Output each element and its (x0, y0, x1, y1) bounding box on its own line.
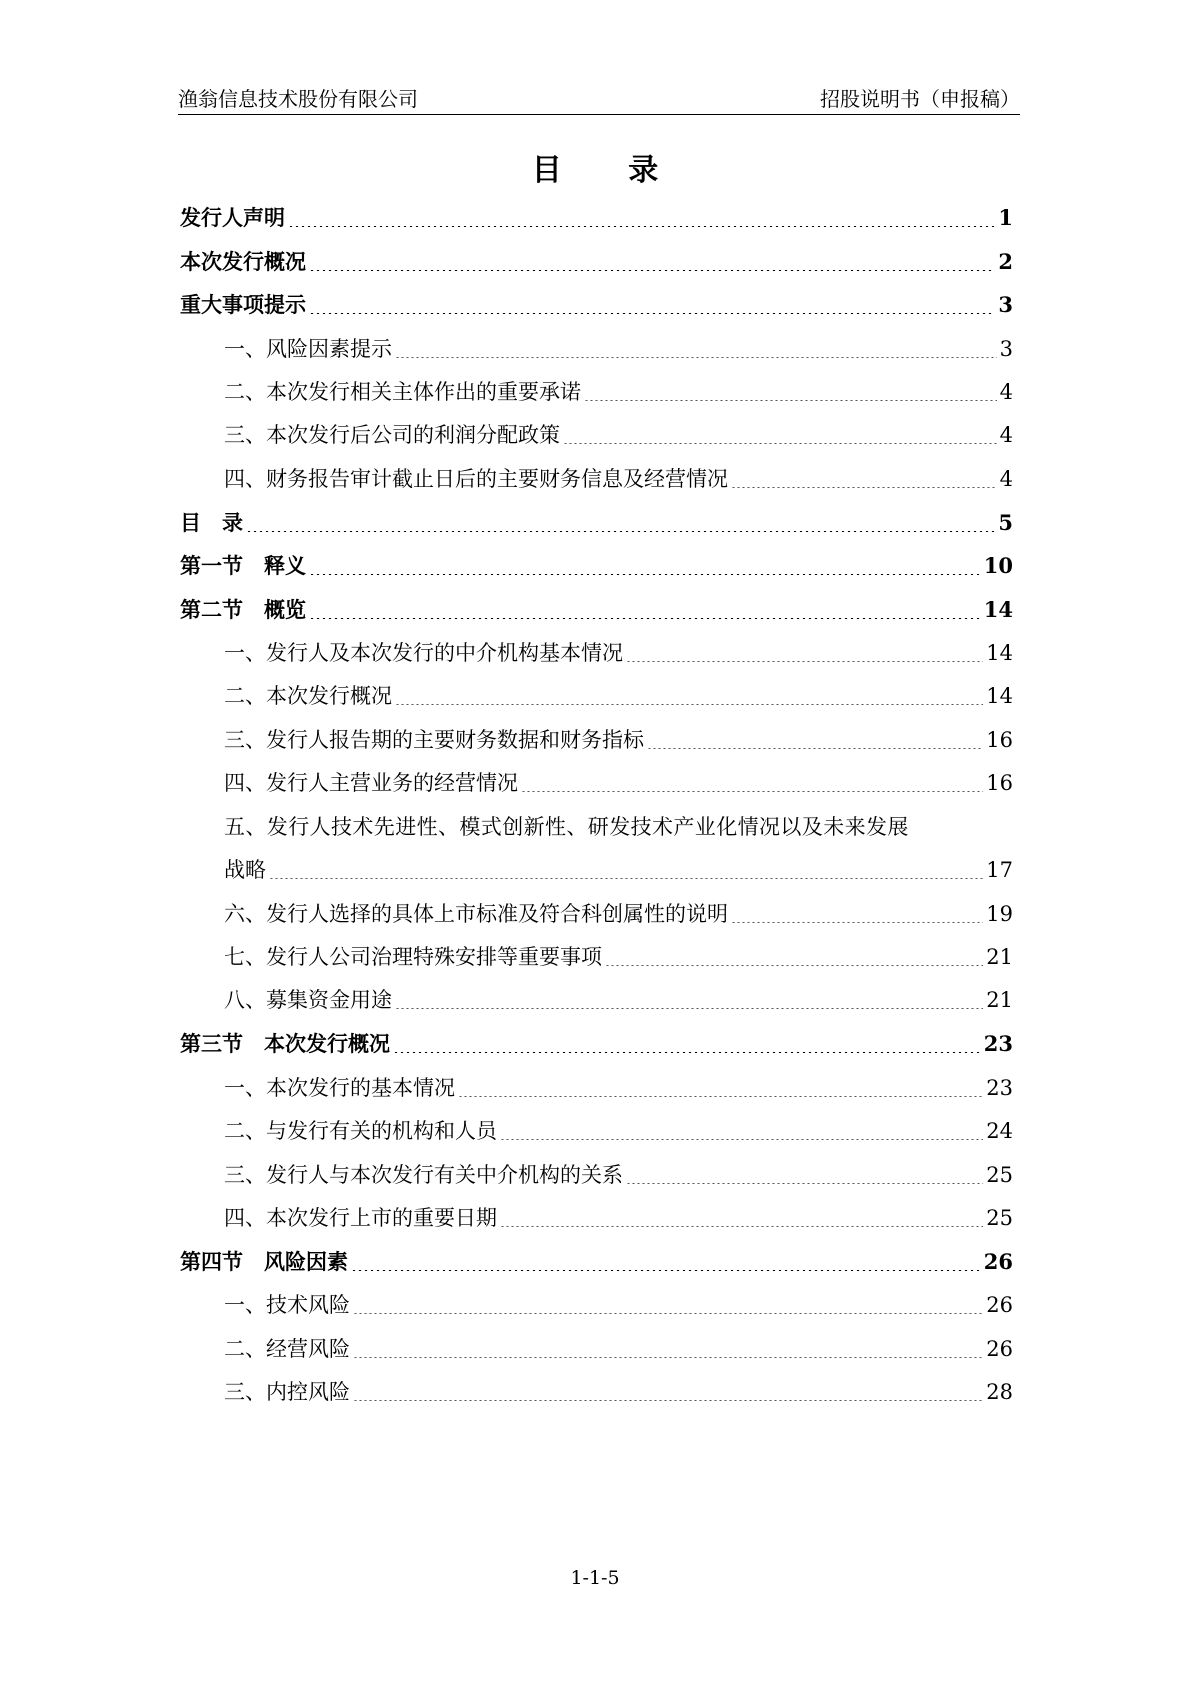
toc-entry-label: 七、发行人公司治理特殊安排等重要事项 (224, 945, 602, 969)
document-type: 招股说明书（申报稿） (820, 87, 1020, 111)
toc-entry-page: 23 (986, 1076, 1013, 1100)
toc-subsection-entry[interactable] (224, 942, 1013, 974)
toc-subsection-entry[interactable] (224, 985, 1013, 1017)
toc-entry-label: 四、本次发行上市的重要日期 (224, 1206, 497, 1230)
toc-subsection-entry[interactable] (224, 420, 1013, 452)
toc-entry-page: 5 (998, 510, 1013, 535)
toc-dot-leader (246, 531, 995, 532)
toc-subsection-entry[interactable] (224, 1334, 1013, 1366)
toc-entry-label: 八、募集资金用途 (224, 988, 392, 1012)
toc-dot-leader (731, 487, 997, 488)
toc-dot-leader (584, 400, 997, 401)
toc-entry-label: 一、风险因素提示 (224, 337, 392, 361)
toc-subsection-entry[interactable] (224, 1160, 1013, 1192)
toc-dot-leader (521, 791, 983, 792)
toc-entry-label: 三、发行人报告期的主要财务数据和财务指标 (224, 728, 644, 752)
toc-dot-leader (353, 1357, 983, 1358)
toc-subsection-entry[interactable] (224, 725, 1013, 757)
toc-entry-label: 第四节 风险因素 (180, 1249, 348, 1274)
toc-entry-page: 4 (999, 380, 1013, 404)
toc-entry-page: 25 (986, 1206, 1013, 1230)
toc-dot-leader (605, 965, 983, 966)
toc-entry-label: 二、本次发行相关主体作出的重要承诺 (224, 380, 581, 404)
toc-subsection-entry[interactable] (224, 1073, 1013, 1105)
toc-entry-page: 3 (999, 337, 1013, 361)
toc-entry-label: 二、经营风险 (224, 1337, 350, 1361)
page-title: 目 录 (531, 153, 687, 188)
toc-subsection-entry[interactable] (224, 768, 1013, 800)
toc-entry-page: 21 (986, 988, 1013, 1012)
toc-dot-leader (458, 1096, 983, 1097)
toc-dot-leader (288, 226, 995, 227)
toc-entry-label: 重大事项提示 (180, 292, 306, 317)
toc-entry-label: 一、本次发行的基本情况 (224, 1076, 455, 1100)
toc-entry-label: 三、本次发行后公司的利润分配政策 (224, 423, 560, 447)
toc-section-entry[interactable] (180, 508, 1013, 540)
toc-subsection-entry[interactable] (224, 1116, 1013, 1148)
toc-entry-label: 目 录 (180, 510, 243, 535)
toc-entry-page: 24 (986, 1119, 1013, 1143)
toc-entry-label: 四、发行人主营业务的经营情况 (224, 771, 518, 795)
toc-entry-page: 25 (986, 1163, 1013, 1187)
toc-section-entry[interactable] (180, 551, 1013, 583)
toc-entry-page: 17 (986, 858, 1013, 882)
toc-entry-label: 发行人声明 (180, 205, 285, 230)
toc-dot-leader (395, 704, 983, 705)
toc-subsection-entry[interactable] (224, 638, 1013, 670)
toc-dot-leader (731, 922, 983, 923)
toc-dot-leader (563, 443, 997, 444)
toc-entry-page: 26 (983, 1249, 1013, 1274)
toc-dot-leader (269, 878, 983, 879)
page-header (178, 84, 1020, 115)
toc-entry-page: 14 (986, 641, 1013, 665)
toc-dot-leader (626, 1183, 983, 1184)
toc-entry-page: 10 (983, 553, 1013, 578)
toc-entry-page: 2 (998, 249, 1013, 274)
toc-entry-label: 第三节 本次发行概况 (180, 1031, 390, 1056)
toc-entry-page: 23 (983, 1031, 1013, 1056)
toc-subsection-entry[interactable] (224, 464, 1013, 496)
toc-entry-label: 二、与发行有关的机构和人员 (224, 1119, 497, 1143)
toc-section-entry[interactable] (180, 1247, 1013, 1279)
toc-entry-page: 19 (986, 902, 1013, 926)
toc-entry-page: 4 (999, 467, 1013, 491)
toc-entry-page: 4 (999, 423, 1013, 447)
toc-subsection-entry[interactable] (224, 1290, 1013, 1322)
toc-subsection-entry[interactable] (224, 681, 1013, 713)
toc-entry-label-line1: 五、发行人技术先进性、模式创新性、研发技术产业化情况以及未来发展 (224, 815, 909, 839)
toc-entry-page: 26 (986, 1293, 1013, 1317)
toc-dot-leader (309, 574, 981, 575)
toc-subsection-entry[interactable] (224, 899, 1013, 931)
toc-entry-label: 一、技术风险 (224, 1293, 350, 1317)
toc-entry-label: 四、财务报告审计截止日后的主要财务信息及经营情况 (224, 467, 728, 491)
toc-dot-leader (309, 618, 981, 619)
toc-dot-leader (626, 661, 983, 662)
toc-dot-leader (395, 1008, 983, 1009)
toc-entry-label: 第一节 释义 (180, 553, 306, 578)
toc-dot-leader (647, 748, 983, 749)
toc-section-entry[interactable] (180, 595, 1013, 627)
page-number: 1-1-5 (570, 1567, 620, 1589)
toc-section-entry[interactable] (180, 290, 1013, 322)
toc-entry-page: 14 (983, 597, 1013, 622)
toc-entry-label: 三、发行人与本次发行有关中介机构的关系 (224, 1163, 623, 1187)
toc-subsection-entry[interactable] (224, 1377, 1013, 1409)
toc-entry-page: 16 (986, 728, 1013, 752)
toc-dot-leader (500, 1139, 983, 1140)
toc-subsection-entry[interactable] (224, 855, 1013, 887)
toc-dot-leader (309, 313, 995, 314)
toc-entry-label: 本次发行概况 (180, 249, 306, 274)
toc-dot-leader (351, 1270, 981, 1271)
toc-entry-label: 一、发行人及本次发行的中介机构基本情况 (224, 641, 623, 665)
toc-entry-page: 28 (986, 1380, 1013, 1404)
toc-entry-page: 1 (998, 205, 1013, 230)
toc-entry-label: 战略 (224, 858, 266, 882)
toc-subsection-entry[interactable] (224, 334, 1013, 366)
toc-entry-page: 26 (986, 1337, 1013, 1361)
toc-section-entry[interactable] (180, 1029, 1013, 1061)
toc-dot-leader (500, 1226, 983, 1227)
toc-entry-label: 第二节 概览 (180, 597, 306, 622)
toc-dot-leader (393, 1052, 981, 1053)
toc-dot-leader (309, 270, 995, 271)
toc-entry-page: 3 (998, 292, 1013, 317)
toc-section-entry[interactable] (180, 203, 1013, 235)
toc-entry-label: 二、本次发行概况 (224, 684, 392, 708)
toc-entry-label: 三、内控风险 (224, 1380, 350, 1404)
toc-dot-leader (395, 357, 997, 358)
toc-subsection-entry[interactable] (224, 1203, 1013, 1235)
toc-entry-page: 16 (986, 771, 1013, 795)
toc-section-entry[interactable] (180, 247, 1013, 279)
toc-entry-label: 六、发行人选择的具体上市标准及符合科创属性的说明 (224, 902, 728, 926)
toc-dot-leader (353, 1313, 983, 1314)
toc-entry-page: 21 (986, 945, 1013, 969)
toc-entry-page: 14 (986, 684, 1013, 708)
company-name: 渔翁信息技术股份有限公司 (178, 87, 418, 111)
toc-subsection-entry[interactable] (224, 377, 1013, 409)
toc-dot-leader (353, 1400, 983, 1401)
